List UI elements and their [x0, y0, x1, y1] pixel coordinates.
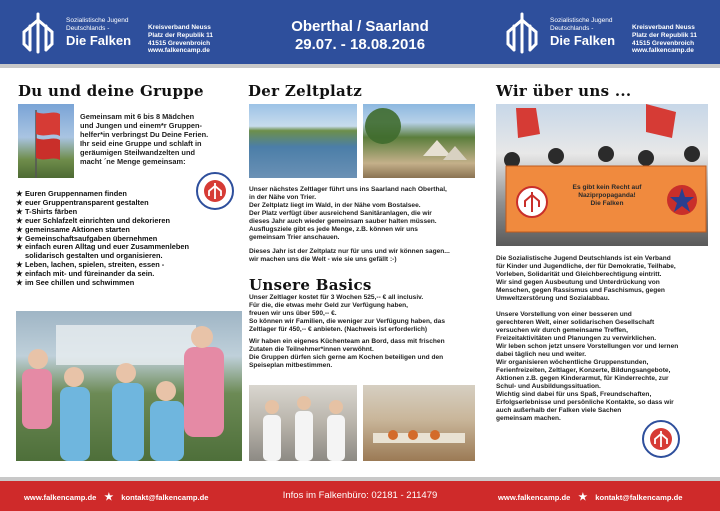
cooking-children-photo [363, 385, 475, 461]
activity-text: Gemeinschaftsaufgaben übernehmen [25, 233, 158, 243]
star-bullet-icon: ★ [16, 269, 23, 279]
text-line: Ferienfreizeiten, Zeltlager, Konzerte, Bildungsangebote, [496, 367, 671, 374]
text-line: Schul- und Ausbildungssituation. [496, 383, 601, 390]
star-icon: ★ [578, 492, 588, 503]
text-line: Umweltzerstörung und Sozialabbau. [496, 295, 610, 302]
activity-text: einfach mit- und füreinander da sein. [25, 269, 155, 279]
gruppe-intro [80, 112, 245, 166]
text-line: Unser nächstes Zeltlager führt uns ins Saarland nach Oberthal, [249, 186, 447, 193]
address-website[interactable]: www.falkencamp.de [148, 47, 210, 55]
text-line: dabei täglich neu und weiter. [496, 351, 587, 358]
banner-line1: Es gibt kein Recht auf [572, 184, 642, 191]
banner-line3: Die Falken [590, 200, 624, 207]
footer-mail-link[interactable]: kontakt@falkencamp.de [121, 493, 209, 502]
children-group-photo [16, 311, 242, 461]
header-separator [0, 64, 720, 68]
intro-line: und Jungen und einem*r Gruppen- [80, 121, 202, 130]
text-line: Die Gruppen dürfen sich gerne am Kochen beteiligen und den [249, 354, 444, 361]
activity-text: Euren Gruppennamen finden [25, 189, 127, 198]
text-line: wir machen uns die Welt - wie sie uns gefällt :-) [249, 256, 397, 263]
falcon-emblem-icon [18, 10, 58, 56]
text-line: Speiseplan mitbestimmen. [249, 362, 333, 369]
text-line: Ausflugsziele gibt es jede Menge, z.B. können wir uns [249, 226, 418, 233]
activity-text: Leben, lachen, spielen, streiten, essen - [25, 260, 165, 270]
campsite-photo [363, 104, 475, 178]
text-line: Dieses Jahr ist der Zeltplatz nur für uns und wir können sagen... [249, 248, 450, 255]
activity-text: im See chillen und schwimmen [25, 278, 135, 288]
activity-text: einfach euren Alltag und euer Zusammenleben [25, 242, 189, 252]
star-icon: ★ [104, 492, 114, 503]
kitchen-team-photo [249, 385, 357, 461]
text-line: Wir sind gegen Ausbeutung und Unterdrückung von [496, 279, 660, 286]
activity-text: solidarisch gestalten und organisieren. [25, 251, 163, 261]
text-line: Wir haben ein eigenes Küchenteam an Bord, dass mit frischen [249, 338, 445, 345]
text-line: Aktionen z.B. gegen Kinderarmut, für Kinderrechte, zur [496, 375, 669, 382]
text-line: für Kinder und Jugendliche, der für Demokratie, Teilhabe, [496, 263, 676, 270]
address-line: Platz der Republik 11 [148, 31, 214, 39]
demonstration-banner-icon [496, 104, 708, 246]
cooks-icon [249, 385, 357, 461]
intro-line: macht ´ne Menge gemeinsam: [80, 157, 186, 166]
section-title-ueber-uns: Wir über uns ... [496, 82, 632, 100]
star-bullet-icon: ★ [16, 197, 23, 207]
org-name: Die Falken [550, 33, 616, 48]
text-line: Für die, die etwas mehr Geld zur Verfügung haben, [249, 302, 409, 309]
text-line: dieses Jahr auch wieder gemeinsam sauber halten müssen. [249, 218, 437, 225]
footer-contact-right [498, 492, 682, 503]
text-line: versuchen wir durch gemeinsame Treffen, [496, 327, 628, 334]
star-bullet-icon: ★ [16, 242, 23, 252]
address-line: Platz der Republik 11 [632, 31, 698, 39]
footer-contact-left [24, 492, 208, 503]
falken-badge-icon [642, 420, 680, 458]
star-bullet-icon: ★ [16, 278, 23, 288]
text-line: gerechteren Welt, einer solidarischen Gesellschaft [496, 319, 655, 326]
intro-line: helfer*in verbringst Du Deine Ferien. [80, 130, 209, 139]
ueber-uns-text [496, 255, 710, 423]
text-line: Zutaten die Teilnehmer*innen verwöhnt. [249, 346, 374, 353]
text-line: Der Zeltplatz liegt im Wald, in der Nähe vom Bostalsee. [249, 202, 421, 209]
tents-icon [363, 104, 475, 178]
basics-text [249, 294, 475, 370]
activity-text: euer Gruppentransparent gestalten [25, 197, 149, 207]
footer-web-link[interactable]: www.falkencamp.de [498, 493, 571, 502]
address-left [148, 24, 213, 55]
text-line: Der Platz verfügt über ausreichend Sanitäranlagen, die wir [249, 210, 432, 217]
org-line1: Sozialistische Jugend [550, 17, 613, 24]
text-line: Freizeitaktivitäten und Planungen zu verwirklichen. [496, 335, 657, 342]
address-line: 41515 Grevenbroich [632, 39, 695, 47]
text-line: in der Nähe von Trier. [249, 194, 317, 201]
section-title-basics: Unsere Basics [249, 276, 372, 294]
activity-list [16, 190, 246, 288]
event-place: Oberthal / Saarland [291, 18, 429, 35]
header-bar [0, 0, 720, 68]
star-bullet-icon: ★ [16, 206, 23, 216]
star-bullet-icon: ★ [16, 224, 23, 234]
address-right [632, 24, 697, 55]
intro-line: Ihr seid eine Gruppe und schlaft in [80, 139, 202, 148]
section-title-gruppe: Du und deine Gruppe [18, 82, 204, 100]
activity-text: gemeinsame Aktionen starten [25, 224, 130, 234]
demonstration-photo [496, 104, 708, 246]
falken-logo-right [502, 10, 615, 56]
event-title [250, 18, 470, 54]
children-figures-icon [16, 311, 242, 461]
footer-separator [0, 477, 720, 481]
text-line: Erfolgserlebnisse und persönliche Kontakte, so dass wir [496, 399, 674, 406]
column-ueber-uns [496, 82, 708, 100]
footer-info: Infos im Falkenbüro: 02181 - 211479 [282, 490, 438, 501]
text-line: Wir leben schon jetzt unsere Vorstellungen vor und lernen [496, 343, 679, 350]
intro-line: geräumigen Steilwandzelten und [80, 148, 195, 157]
food-table-icon [363, 385, 475, 461]
zeltplatz-text [249, 186, 475, 264]
falken-logo-left [18, 10, 131, 56]
address-line: Kreisverband Neuss [148, 24, 211, 31]
text-line: Menschen, gegen Rassismus und Faschismus, gegen [496, 287, 665, 294]
text-line: Wir organisieren wöchentliche Gruppenstunden, [496, 359, 649, 366]
star-bullet-icon: ★ [16, 233, 23, 243]
text-line: Zeltlager für 450,-- € anbieten. (Nachweis ist erforderlich) [249, 326, 428, 333]
flag-photo [18, 104, 74, 178]
banner-text [552, 184, 662, 208]
column-gruppe [18, 82, 243, 100]
intro-line: Gemeinsam mit 6 bis 8 Mädchen [80, 112, 195, 121]
banner-line2: Naziprpopaganda! [578, 192, 636, 199]
falcon-emblem-icon [502, 10, 542, 56]
activity-text: euer Schlafzelt einrichten und dekorieren [25, 215, 170, 225]
org-line1: Sozialistische Jugend [66, 17, 129, 24]
text-line: gemeinsam machen. [496, 415, 561, 422]
text-line: So können wir Familien, die weniger zur Verfügung haben, das [249, 318, 446, 325]
text-line: Unsere Vorstellung von einer besseren und [496, 311, 632, 318]
org-name: Die Falken [66, 33, 132, 48]
column-zeltplatz [248, 82, 474, 100]
activity-text: T-Shirts färben [25, 206, 78, 216]
footer-bar [0, 477, 720, 511]
text-line: freuen wir uns über 590,-- €. [249, 310, 337, 317]
text-line: Vorleben, Solidarität und Gleichberechtigung eintritt. [496, 271, 662, 278]
star-bullet-icon: ★ [16, 215, 23, 225]
footer-web-link[interactable]: www.falkencamp.de [24, 493, 97, 502]
text-line: Wichtig sind dabei für uns Spaß, Freundschaften, [496, 391, 652, 398]
flag-icon [18, 104, 74, 178]
event-dates: 29.07. - 18.08.2016 [294, 36, 426, 53]
section-title-zeltplatz: Der Zeltplatz [248, 82, 363, 100]
address-line: Kreisverband Neuss [632, 24, 695, 31]
lake-photo [249, 104, 357, 178]
org-line2: Deutschlands - [550, 25, 594, 32]
address-website[interactable]: www.falkencamp.de [632, 47, 694, 55]
star-bullet-icon: ★ [16, 260, 23, 270]
activity-item [16, 279, 246, 288]
text-line: auch außerhalb der Falken viele Sachen [496, 407, 622, 414]
address-line: 41515 Grevenbroich [148, 39, 211, 47]
star-bullet-icon: ★ [16, 189, 23, 198]
text-line: Die Sozialistische Jugend Deutschlands ist ein Verband [496, 255, 671, 262]
text-line: gemeinsam Trier anschauen. [249, 234, 340, 241]
text-line: Unser Zeltlager kostet für 3 Wochen 525,-- € all inclusiv. [249, 294, 424, 301]
org-line2: Deutschlands - [66, 25, 110, 32]
footer-mail-link[interactable]: kontakt@falkencamp.de [595, 493, 683, 502]
